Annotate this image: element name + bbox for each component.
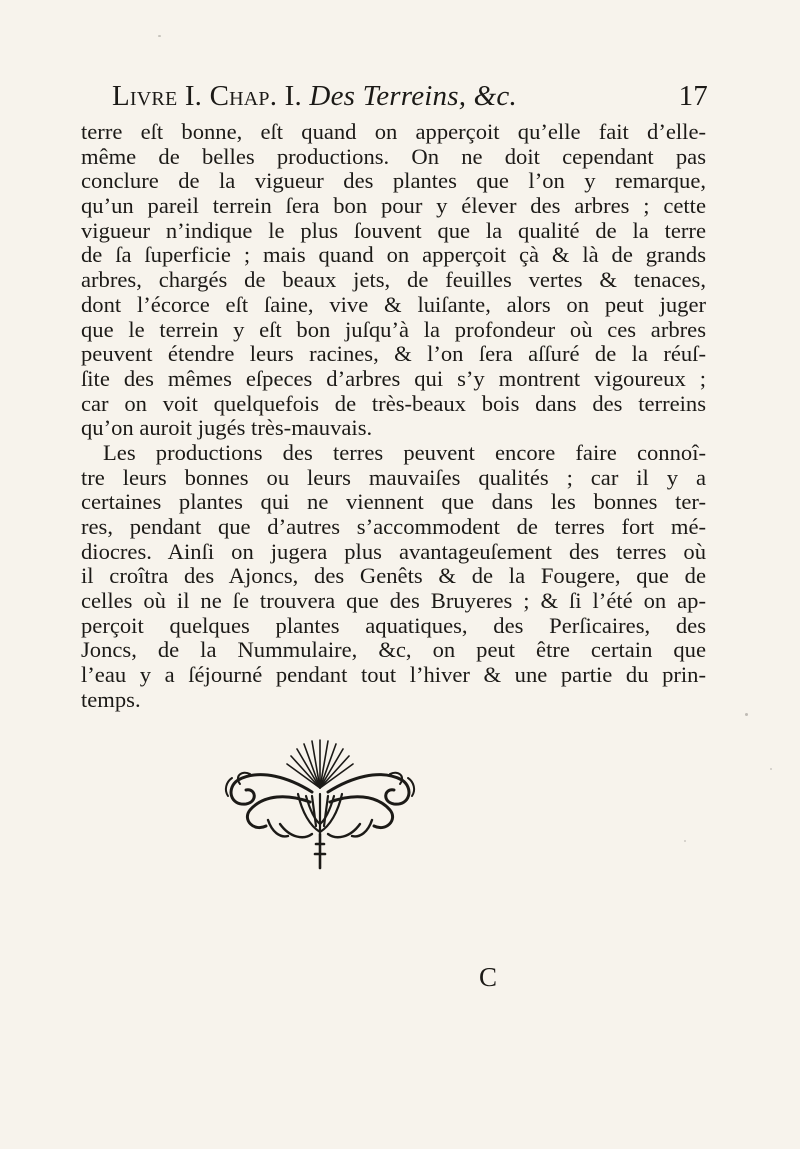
text-line: car on voit quelquefois de très-beaux bois dans des terreins xyxy=(81,390,706,416)
text-line: que le terrein y eſt bon juſqu’à la profondeur où ces arbres xyxy=(81,316,706,342)
paper-speck xyxy=(770,768,772,770)
header-chap: Chap. xyxy=(209,80,278,112)
text-line: Joncs, de la Nummulaire, &c, on peut être certain que xyxy=(81,637,706,663)
header-etc: , &c. xyxy=(458,80,517,112)
paper-speck xyxy=(745,713,748,716)
header-book-number: I. xyxy=(184,80,203,112)
text-line: arbres, chargés de beaux jets, de feuilles vertes & tenaces, xyxy=(81,267,706,293)
fleuron-ornament xyxy=(220,728,420,878)
sunburst xyxy=(287,740,353,788)
signature-mark: C xyxy=(479,962,498,992)
text-line: même de belles productions. On ne doit cependant pas xyxy=(81,143,706,169)
header-title: Des Terreins xyxy=(309,80,459,112)
paper-speck xyxy=(158,35,161,37)
body-text xyxy=(81,120,706,713)
paragraph-1 xyxy=(81,120,706,441)
text-line: celles où il ne ſe trouvera que des Bruyeres ; & ſi l’été on ap- xyxy=(81,588,706,614)
running-title xyxy=(112,76,517,116)
text-line: de ſa ſuperficie ; mais quand on apperçoit çà & là de grands xyxy=(81,242,706,268)
paper-speck xyxy=(684,840,686,842)
header-chap-number: I. xyxy=(284,80,302,112)
running-header xyxy=(112,76,708,116)
text-line: peuvent étendre leurs racines, & l’on ſera aſſuré de la réuſ- xyxy=(81,341,706,367)
text-line: qu’un pareil terrein ſera bon pour y élever des arbres ; cette xyxy=(81,193,706,219)
text-line: terre eſt bonne, eſt quand on apperçoit qu’elle fait d’elle- xyxy=(81,119,706,144)
text-line: il croîtra des Ajoncs, des Genêts & de la Fougere, que de xyxy=(81,563,706,589)
page-number: 17 xyxy=(678,80,708,112)
text-line: qu’on auroit jugés très-mauvais. xyxy=(81,415,373,441)
paragraph-2 xyxy=(81,441,706,713)
text-line: res, pendant que d’autres s’accommodent de terres fort mé- xyxy=(81,514,706,539)
text-line: diocres. Ainſi on jugera plus avantageuſement des terres où xyxy=(81,538,706,564)
text-line: l’eau y a ſéjourné pendant tout l’hiver & une partie du prin- xyxy=(81,662,706,688)
text-line: conclure de la vigueur des plantes que l’on y remarque, xyxy=(81,168,706,194)
text-line: perçoit quelques plantes aquatiques, des Perſicaires, des xyxy=(81,612,706,638)
text-line: Les productions des terres peuvent encore faire connoî- xyxy=(103,439,706,465)
text-line: tre leurs bonnes ou leurs mauvaiſes qualités ; car il y a xyxy=(81,464,706,490)
text-line: certaines plantes qui ne viennent que dans les bonnes ter- xyxy=(81,489,706,515)
text-line: dont l’écorce eſt ſaine, vive & luiſante, alors on peut juger xyxy=(81,291,706,317)
text-line: ſite des mêmes eſpeces d’arbres qui s’y montrent vigoureux ; xyxy=(81,365,706,391)
header-livre: Livre xyxy=(112,80,178,112)
text-line: temps. xyxy=(81,686,141,712)
text-line: vigueur n’indique le plus ſouvent que la qualité de la terre xyxy=(81,217,706,243)
pendant xyxy=(315,834,325,868)
